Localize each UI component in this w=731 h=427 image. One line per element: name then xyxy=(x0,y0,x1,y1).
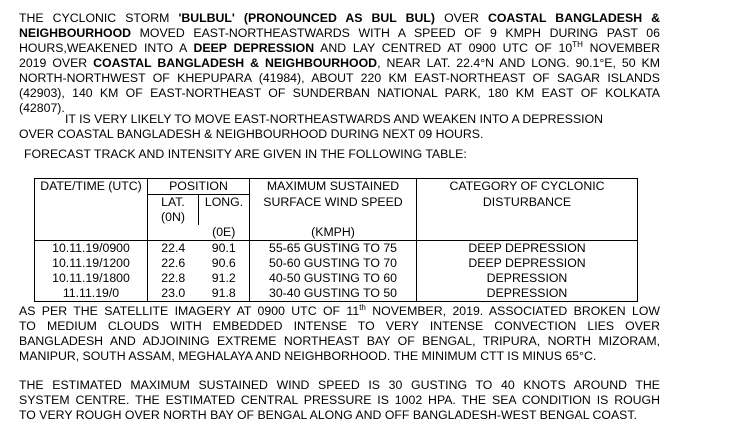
bulletin-paragraph-2 xyxy=(19,112,660,142)
text-line: (42807). xyxy=(19,101,65,115)
bulletin-paragraph-4 xyxy=(19,304,660,364)
text-line: THE CYCLONIC STORM 'BULBUL' (PRONOUNCED AS BUL BUL) OVER COASTAL BANGLADESH & xyxy=(19,11,661,25)
header-long: LONG. xyxy=(199,195,250,226)
text-line: TO MEDIUM CLOUDS WITH EMBEDDED INTENSE TO VERY INTENSE CONVECTION LIES OVER xyxy=(19,319,660,333)
bulletin-paragraph-1 xyxy=(19,11,660,116)
table-row: 11.11.19/0 23.0 91.8 30-40 GUSTING TO 50 DEPRESSION xyxy=(35,286,638,302)
header-position: POSITION xyxy=(148,179,250,195)
text-line: THE ESTIMATED MAXIMUM SUSTAINED WIND SPEED IS 30 GUSTING TO 40 KNOTS AROUND THE xyxy=(19,378,660,392)
header-category-1: CATEGORY OF CYCLONIC xyxy=(417,179,638,195)
header-wind-3: (KMPH) xyxy=(250,225,417,241)
text-line: 2019 OVER COASTAL BANGLADESH & NEIGHBOURHOOD, NEAR LAT. 22.4°N AND LONG. 90.1°E, 50 KM xyxy=(19,56,660,70)
header-wind-1: MAXIMUM SUSTAINED xyxy=(250,179,417,195)
table-header-row xyxy=(35,225,638,241)
text-line: TO VERY ROUGH OVER NORTH BAY OF BENGAL ALONG AND OFF BANGLADESH-WEST BENGAL COAST. xyxy=(19,408,637,422)
table-row: 10.11.19/1200 22.6 90.6 50-60 GUSTING TO 70 DEEP DEPRESSION xyxy=(35,256,638,271)
table-row: 10.11.19/0900 22.4 90.1 55-65 GUSTING TO 75 DEEP DEPRESSION xyxy=(35,241,638,257)
table-header-row xyxy=(35,179,638,195)
text-line: (42903), 140 KM OF EAST-NORTHEAST OF SUNDERBAN NATIONAL PARK, 180 KM EAST OF KOLKATA xyxy=(19,86,660,100)
text-line: SYSTEM CENTRE. THE ESTIMATED CENTRAL PRESSURE IS 1002 HPA. THE SEA CONDITION IS ROUGH xyxy=(19,393,660,407)
header-lat: LAT. (0N) xyxy=(148,195,199,226)
header-long-unit: (0E) xyxy=(199,225,250,241)
header-category-2: DISTURBANCE xyxy=(417,195,638,226)
text-line: OVER COASTAL BANGLADESH & NEIGHBOURHOOD DURING NEXT 09 HOURS. xyxy=(19,127,484,141)
forecast-table xyxy=(34,178,638,302)
text-line: BANGLADESH AND ADJOINING EXTREME NORTHEAST BAY OF BENGAL, TRIPURA, NORTH MIZORAM, xyxy=(19,334,660,348)
table-caption: FORECAST TRACK AND INTENSITY ARE GIVEN IN THE FOLLOWING TABLE: xyxy=(24,147,467,161)
header-wind-2: SURFACE WIND SPEED xyxy=(250,195,417,226)
bulletin-paragraph-5 xyxy=(19,378,660,423)
text-line: NORTH-NORTHWEST OF KHEPUPARA (41984), ABOUT 220 KM EAST-NORTHEAST OF SAGAR ISLANDS xyxy=(19,71,660,85)
table-header-row xyxy=(35,195,638,226)
text-line: IT IS VERY LIKELY TO MOVE EAST-NORTHEASTWARDS AND WEAKEN INTO A DEPRESSION xyxy=(65,112,604,126)
header-datetime: DATE/TIME (UTC) xyxy=(35,179,148,195)
text-line: MANIPUR, SOUTH ASSAM, MEGHALAYA AND NEIGHBORHOOD. THE MINIMUM CTT IS MINUS 65°C. xyxy=(19,349,597,363)
text-line: HOURS,WEAKENED INTO A DEEP DEPRESSION AND LAY CENTRED AT 0900 UTC OF 10TH NOVEMBER xyxy=(19,39,660,55)
text-line: AS PER THE SATELLITE IMAGERY AT 0900 UTC OF 11th NOVEMBER, 2019. ASSOCIATED BROKEN LOW xyxy=(19,302,660,318)
text-line: NEIGHBOURHOOD MOVED EAST-NORTHEASTWARDS WITH A SPEED OF 9 KMPH DURING PAST 06 xyxy=(19,26,660,40)
table-row: 10.11.19/1800 22.8 91.2 40-50 GUSTING TO 60 DEPRESSION xyxy=(35,271,638,286)
